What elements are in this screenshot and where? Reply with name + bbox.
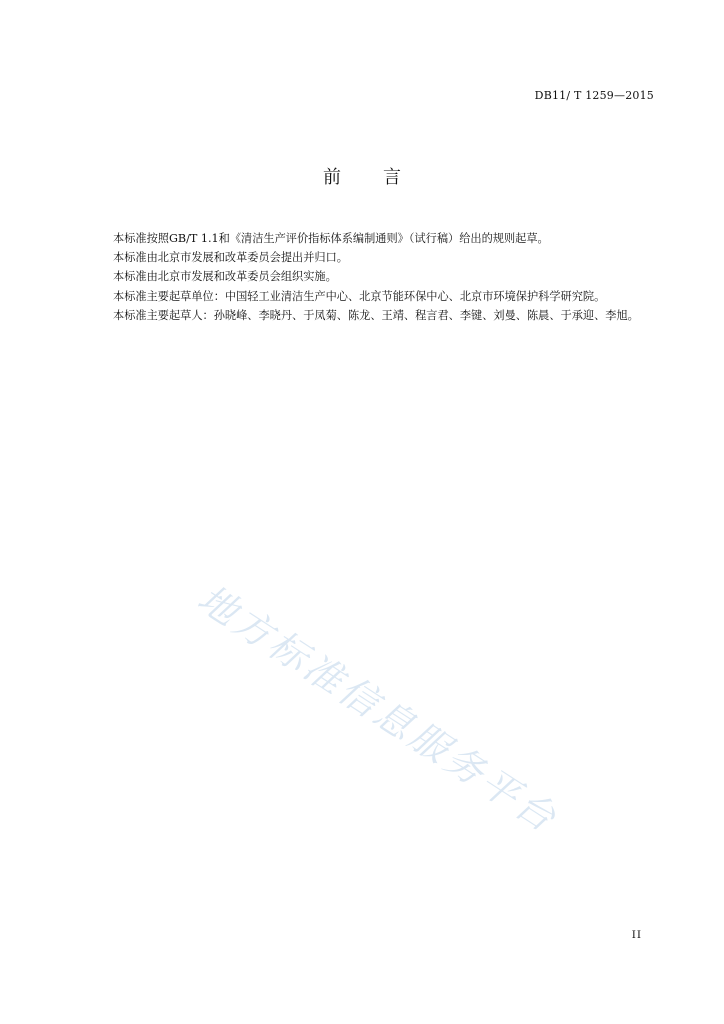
page-number: II xyxy=(631,929,642,941)
paragraph-drafting-rules: 本标准按照GB/T 1.1和《清洁生产评价指标体系编制通则》（试行稿）给出的规则起草。 xyxy=(113,232,549,245)
page-title: 前言 xyxy=(323,167,443,188)
paragraph-drafting-units: 本标准主要起草单位：中国轻工业清洁生产中心、北京节能环保中心、北京市环境保护科学研究院。 xyxy=(113,289,606,303)
document-code: DB11/ T 1259—2015 xyxy=(534,89,654,102)
paragraph-implementer: 本标准由北京市发展和改革委员会组织实施。 xyxy=(113,270,337,284)
watermark: 地方标准信息服务平台 xyxy=(189,576,567,842)
foreword-body xyxy=(89,229,659,325)
paragraph-proposer: 本标准由北京市发展和改革委员会提出并归口。 xyxy=(113,251,348,265)
paragraph-drafters: 本标准主要起草人：孙晓峰、李晓丹、于凤菊、陈龙、王靖、程言君、李键、刘曼、陈晨、于承迎、李旭。 xyxy=(113,308,639,322)
